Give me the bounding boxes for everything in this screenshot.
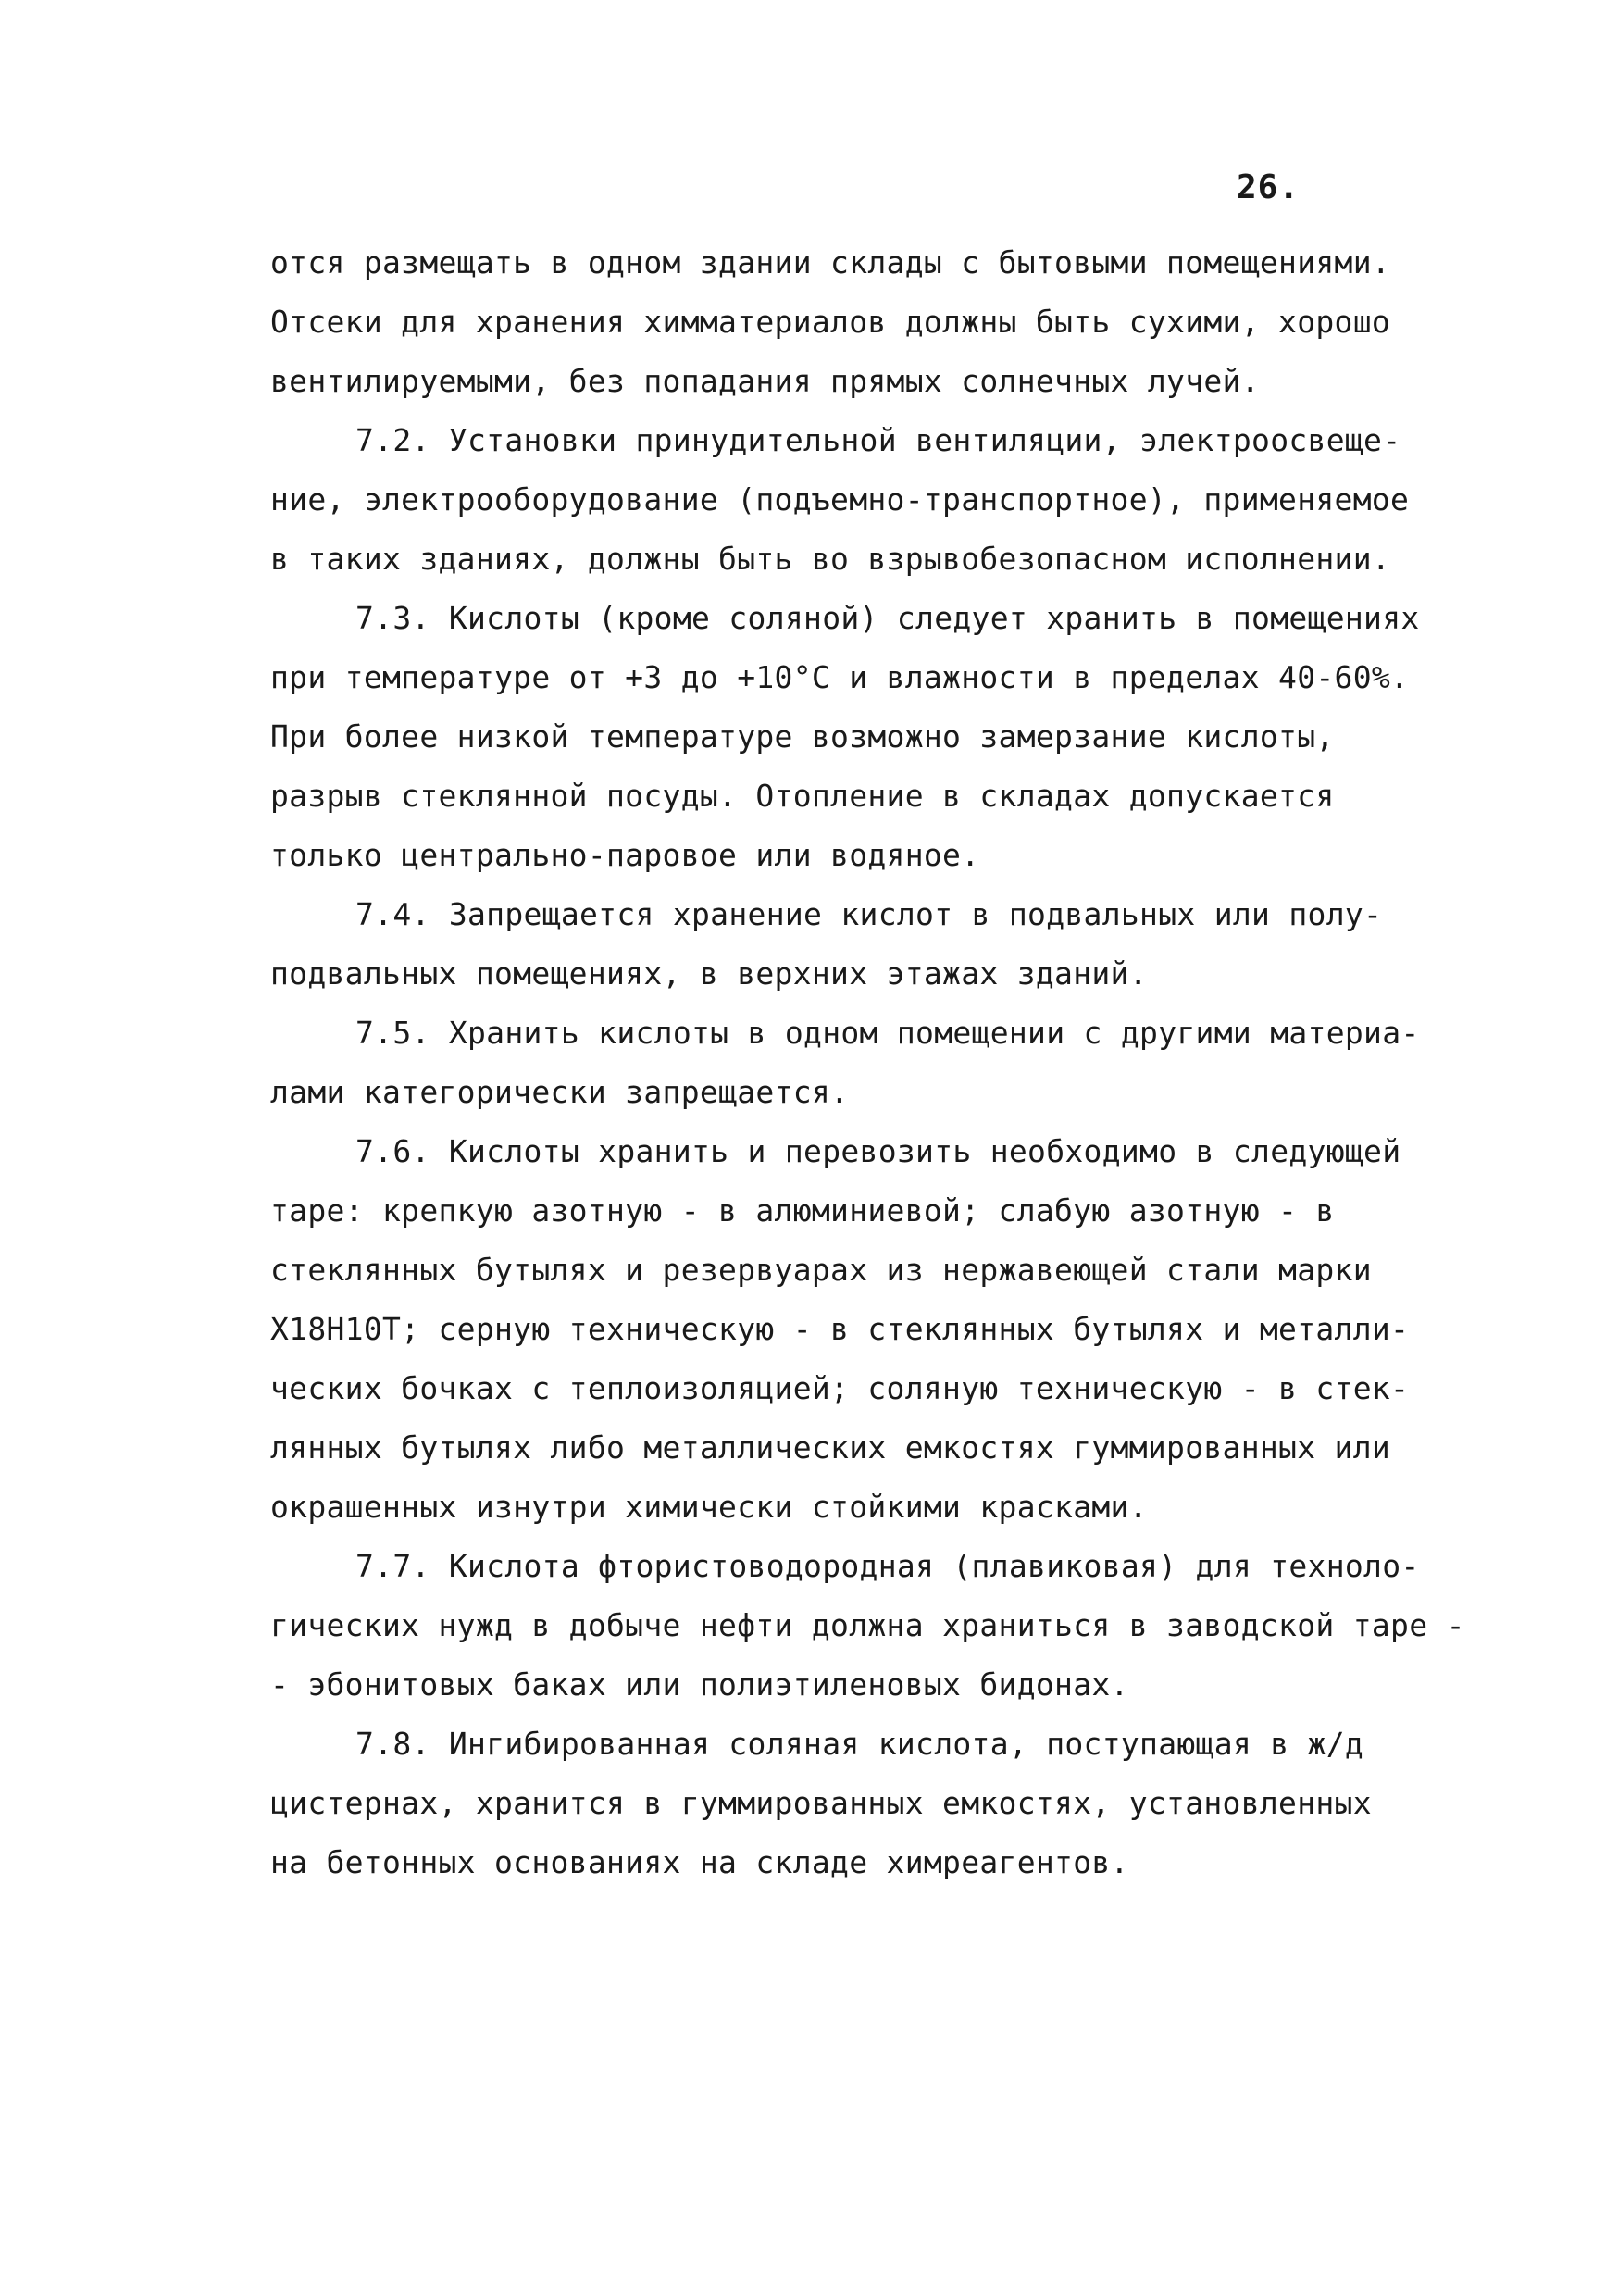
text-line: подвальных помещениях, в верхних этажах зданий. xyxy=(270,955,1148,992)
text-line: лянных бутылях либо металлических емкостях гуммированных или xyxy=(270,1429,1391,1466)
text-line: 7.3. Кислоты (кроме соляной) следует хранить в помещениях xyxy=(355,600,1420,636)
text-line: при температуре от +3 до +10°С и влажности в пределах 40-60%. xyxy=(270,659,1410,695)
text-line: 7.5. Хранить кислоты в одном помещении с другими материа- xyxy=(355,1015,1420,1051)
text-line: ческих бочках с теплоизоляцией; соляную техническую - в стек- xyxy=(270,1370,1410,1406)
text-line: 7.6. Кислоты хранить и перевозить необходимо в следующей xyxy=(355,1133,1401,1169)
text-line: - эбонитовых баках или полиэтиленовых бидонах. xyxy=(270,1666,1129,1703)
body-text xyxy=(270,233,1465,1892)
text-line: в таких зданиях, должны быть во взрывобезопасном исполнении. xyxy=(270,541,1391,577)
text-line: разрыв стеклянной посуды. Отопление в складах допускается xyxy=(270,778,1335,814)
text-line: Х18Н10Т; серную техническую - в стеклянных бутылях и металли- xyxy=(270,1311,1410,1347)
text-line: на бетонных основаниях на складе химреагентов. xyxy=(270,1844,1129,1880)
text-line: 7.2. Установки принудительной вентиляции, электроосвеще- xyxy=(355,422,1401,458)
text-line: вентилируемыми, без попадания прямых солнечных лучей. xyxy=(270,363,1260,399)
text-line: таре: крепкую азотную - в алюминиевой; слабую азотную - в xyxy=(270,1192,1335,1229)
text-line: 7.8. Ингибированная соляная кислота, поступающая в ж/д xyxy=(355,1726,1364,1762)
text-line: стеклянных бутылях и резервуарах из нержавеющей стали марки xyxy=(270,1252,1372,1288)
text-line: ние, электрооборудование (подъемно-транспортное), применяемое xyxy=(270,481,1410,518)
text-line: лами категорически запрещается. xyxy=(270,1074,850,1110)
text-line: цистернах, хранится в гуммированных емкостях, установленных xyxy=(270,1785,1372,1821)
text-line: 7.4. Запрещается хранение кислот в подвальных или полу- xyxy=(355,896,1383,932)
text-line: отся размещать в одном здании склады с бытовыми помещениями. xyxy=(270,244,1391,281)
page-number: 26. xyxy=(1237,168,1301,206)
text-line: Отсеки для хранения химматериалов должны быть сухими, хорошо xyxy=(270,304,1391,340)
text-line: 7.7. Кислота фтористоводородная (плавиковая) для техноло- xyxy=(355,1548,1420,1584)
text-line: только центрально-паровое или водяное. xyxy=(270,837,980,873)
text-line: окрашенных изнутри химически стойкими красками. xyxy=(270,1489,1148,1525)
text-line: При более низкой температуре возможно замерзание кислоты, xyxy=(270,718,1335,755)
text-line: гических нужд в добыче нефти должна храниться в заводской таре - xyxy=(270,1607,1465,1643)
